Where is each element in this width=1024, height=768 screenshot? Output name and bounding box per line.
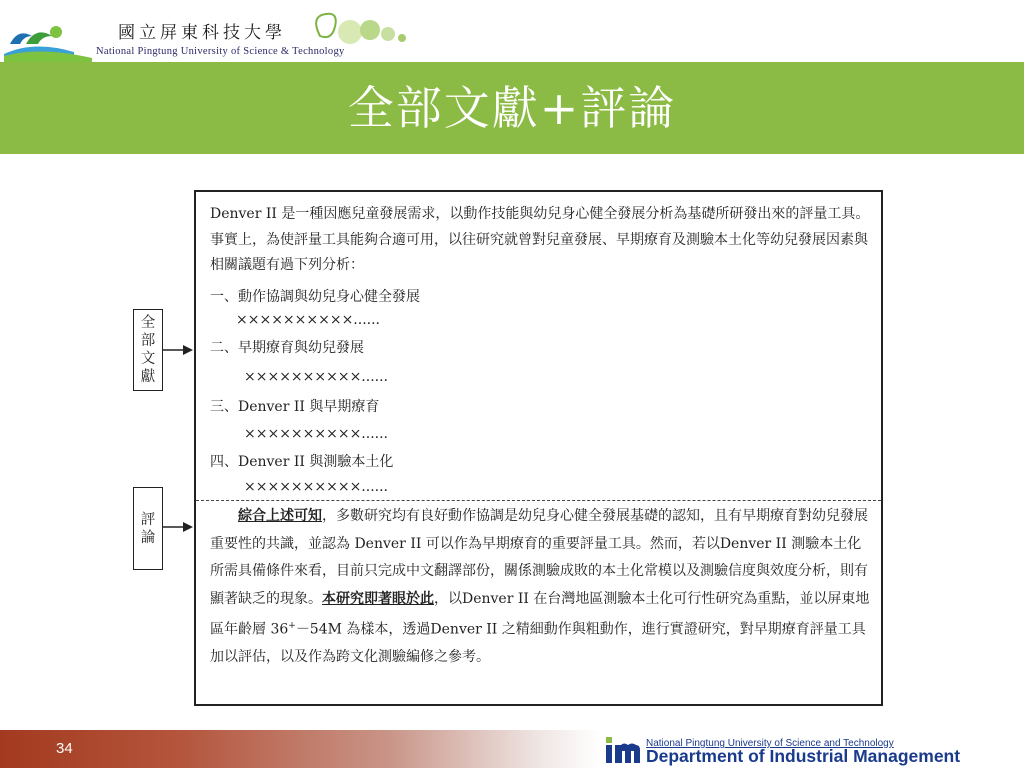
- review-text-3: －54M 為樣本，透過Denver II 之精細動作與粗動作，進行實證研究，對早期療育評量工具加以評估，以及作為跨文化測驗編修之參考。: [210, 621, 866, 666]
- label-char: 評: [140, 511, 156, 528]
- review-lead: 綜合上述可知: [238, 508, 322, 524]
- item-placeholder: ××××××××××......: [236, 312, 381, 328]
- intro-paragraph: Denver II 是一種因應兒童發展需求，以動作技能與幼兒身心健全發展分析為基礎所研發出來的評量工具。事實上，為使評量工具能夠合適可用，以往研究就曾對兒童發展、早期療育及測驗本土化等幼兒發展因素與相關議題有過下列分析：: [210, 206, 870, 274]
- dept-logo-icon: [606, 733, 644, 765]
- header: [0, 0, 1024, 62]
- university-logo-icon: [4, 14, 96, 64]
- label-char: 論: [140, 529, 156, 546]
- label-review: [133, 487, 163, 570]
- arrow-right-icon: [163, 344, 193, 356]
- footer-bar: [0, 730, 600, 768]
- review-paragraph: [210, 503, 874, 672]
- label-char: 文: [140, 351, 156, 367]
- label-full-literature: [133, 309, 163, 391]
- review-sup: +: [288, 621, 296, 631]
- item-heading: 一、動作協調與幼兒身心健全發展: [210, 289, 420, 305]
- label-char: 獻: [140, 369, 156, 385]
- arrow-right-icon: [163, 521, 193, 533]
- review-text-1: ，多數研究均有良好動作協調是幼兒身心健全發展基礎的認知，且有早期療育對幼兒發展重要性的共識，並認為 Denver II 可以作為早期療育的重要評量工具。然而，若以Denver II 測驗本土化所需具備條件來看，目前只完成中文翻譯部份，關係測驗成敗的本土化常模以及測驗信度與效度分析，則有顯著缺乏的現象。: [210, 508, 868, 607]
- university-name-zh: 國立屏東科技大學: [118, 23, 286, 43]
- item-placeholder: ××××××××××......: [244, 426, 389, 442]
- slide-title: 全部文獻+評論: [347, 81, 677, 135]
- item-placeholder: ××××××××××......: [244, 479, 389, 495]
- content-box: [194, 190, 883, 706]
- page-number: 34: [56, 740, 73, 757]
- item-heading: 四、Denver II 與測驗本土化: [210, 454, 394, 470]
- item-heading: 二、早期療育與幼兒發展: [210, 340, 364, 356]
- dept-university-name: National Pingtung University of Science and Technology: [646, 738, 894, 749]
- label-char: 部: [140, 333, 156, 349]
- decorative-circles-icon: [300, 6, 420, 56]
- title-bar: [0, 62, 1024, 154]
- university-name-en: National Pingtung University of Science & Technology: [96, 46, 345, 57]
- dept-name: Department of Industrial Management: [646, 746, 961, 766]
- label-char: 全: [140, 315, 156, 331]
- review-text-2: ，以Denver II 在台灣地區測驗本土化可行性研究為重點，並以屏東地區年齡層 36: [210, 590, 870, 638]
- dashed-divider: [196, 500, 881, 501]
- item-placeholder: ××××××××××......: [244, 369, 389, 385]
- review-focus: 本研究即著眼於此: [322, 590, 434, 607]
- item-heading: 三、Denver II 與早期療育: [210, 399, 380, 415]
